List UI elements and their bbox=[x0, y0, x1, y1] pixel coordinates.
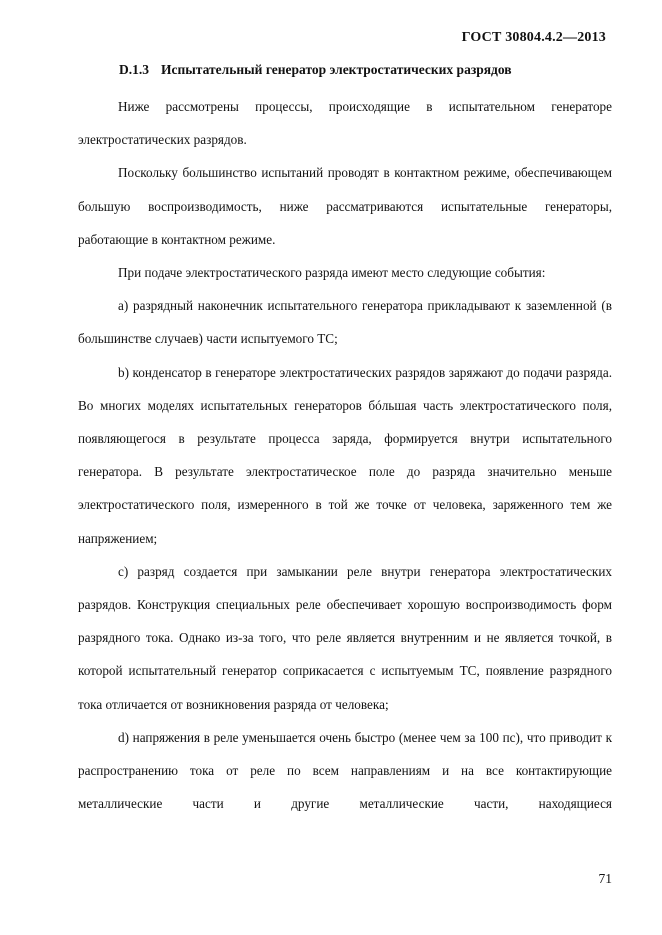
standard-header: ГОСТ 30804.4.2—2013 bbox=[461, 30, 606, 45]
paragraph-intro: Ниже рассмотрены процессы, происходящие в испытательном генераторе электростатических разрядов. bbox=[78, 99, 612, 148]
list-item-d: d) напряжения в реле уменьшается очень быстро (менее чем за 100 пс), что приводит к распространению тока от реле по всем направлениям и на все контактирующие металлические части и другие металлические части, находящиеся bbox=[78, 729, 612, 812]
section-title: Испытательный генератор электростатических разрядов bbox=[161, 62, 512, 77]
page-number: 71 bbox=[598, 871, 612, 886]
list-item-b: b) конденсатор в генераторе электростатических разрядов заряжают до подачи разряда. Во многих моделях испытательных генераторов бóльшая часть электростатического поля, появляющегося в результате процесса заряда, формируется внутри испытательного генератора. В результате электростатическое поле до разряда значительно меньше электростатического поля, измеренного в той же точке от человека, заряженного тем же напряжением; bbox=[78, 364, 612, 546]
paragraph-events-intro: При подаче электростатического разряда имеют место следующие события: bbox=[118, 265, 546, 281]
section-number: D.1.3 bbox=[119, 62, 149, 77]
paragraph-contact-mode: Поскольку большинство испытаний проводят в контактном режиме, обеспечивающем большую воспроизводимость, ниже рассматриваются испытательные генераторы, работающие в контактном режиме. bbox=[78, 165, 612, 247]
list-item-a: a) разрядный наконечник испытательного генератора прикладывают к заземленной (в большинстве случаев) части испытуемого ТС; bbox=[78, 298, 612, 347]
section-heading bbox=[119, 62, 512, 78]
body-text bbox=[78, 90, 612, 820]
list-item-c: c) разряд создается при замыкании реле внутри генератора электростатических разрядов. Конструкция специальных реле обеспечивает хорошую воспроизводимость форм разрядного тока. Однако из-за того, что реле является внутренним и не является точкой, в которой испытательный генератор соприкасается с испытуемым ТС, появление разрядного тока отличается от возникновения разряда от человека; bbox=[78, 563, 612, 712]
